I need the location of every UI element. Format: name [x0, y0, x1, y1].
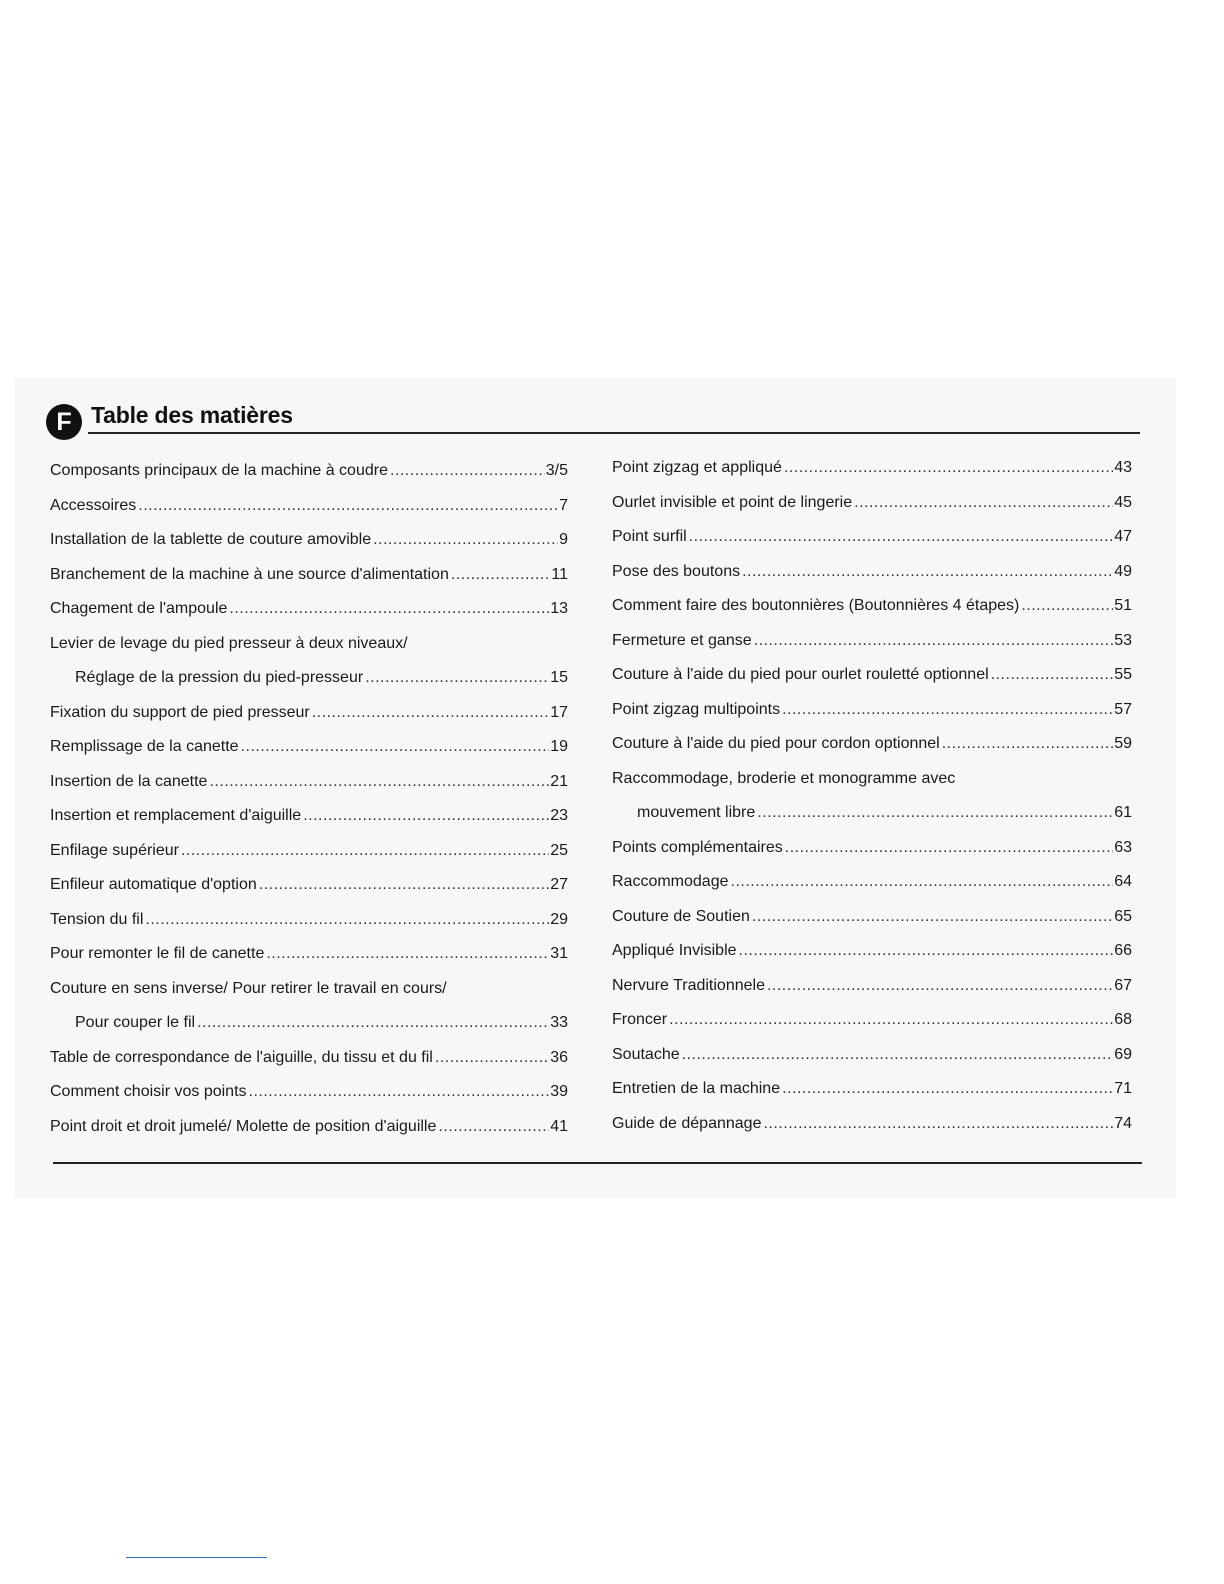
- toc-entry: Couture à l'aide du pied pour cordon optionnel ..... 59: [612, 727, 1132, 762]
- toc-entry: Appliqué Invisible ..... 66: [612, 934, 1132, 969]
- toc-entry: Point zigzag et appliqué ..... 43: [612, 451, 1132, 486]
- toc-entry: Point surfil ..... 47: [612, 520, 1132, 555]
- toc-entry: Point zigzag multipoints ..... 57: [612, 693, 1132, 728]
- toc-entry: Levier de levage du pied presseur à deux niveaux/: [50, 634, 408, 652]
- toc-column-left: [50, 454, 568, 1144]
- toc-entry: Table de correspondance de l'aiguille, du tissu et du fil ..... 36: [50, 1041, 568, 1076]
- toc-entry: Raccommodage, broderie et monogramme avec: [612, 769, 956, 787]
- toc-entry: Installation de la tablette de couture amovible ..... 9: [50, 523, 568, 558]
- toc-entry: Branchement de la machine à une source d'alimentation ..... 11: [50, 558, 568, 593]
- toc-entry: Raccommodage ..... 64: [612, 865, 1132, 900]
- toc-entry: Points complémentaires ..... 63: [612, 831, 1132, 866]
- toc-entry: Point droit et droit jumelé/ Molette de position d'aiguille ..... 41: [50, 1110, 568, 1145]
- toc-entry: Froncer ..... 68: [612, 1003, 1132, 1038]
- footer-underline: [126, 1557, 267, 1558]
- toc-entry: Couture de Soutien ..... 65: [612, 900, 1132, 935]
- toc-entry: Pour couper le fil ..... 33: [50, 1006, 568, 1041]
- toc-entry: Composants principaux de la machine à coudre ..... 3/5: [50, 454, 568, 489]
- footer-rule: [53, 1162, 1142, 1164]
- language-badge: F: [46, 404, 82, 440]
- toc-entry: Nervure Traditionnele ..... 67: [612, 969, 1132, 1004]
- toc-entry: Ourlet invisible et point de lingerie ..... 45: [612, 486, 1132, 521]
- toc-entry: Tension du fil ..... 29: [50, 903, 568, 938]
- toc-entry: Entretien de la machine ..... 71: [612, 1072, 1132, 1107]
- toc-entry: Accessoires ..... 7: [50, 489, 568, 524]
- header-rule: [88, 432, 1140, 434]
- toc-entry: Soutache ..... 69: [612, 1038, 1132, 1073]
- toc-entry: Fermeture et ganse ..... 53: [612, 624, 1132, 659]
- toc-entry: Couture à l'aide du pied pour ourlet rouletté optionnel ..... 55: [612, 658, 1132, 693]
- toc-column-right: [612, 451, 1132, 1141]
- toc-entry: Comment faire des boutonnières (Boutonnières 4 étapes) ..... 51: [612, 589, 1132, 624]
- toc-entry: Pour remonter le fil de canette ..... 31: [50, 937, 568, 972]
- toc-entry: Comment choisir vos points ..... 39: [50, 1075, 568, 1110]
- toc-entry: Insertion et remplacement d'aiguille ..... 23: [50, 799, 568, 834]
- toc-entry: Réglage de la pression du pied-presseur ..... 15: [50, 661, 568, 696]
- toc-entry: Fixation du support de pied presseur ..... 17: [50, 696, 568, 731]
- toc-entry: Pose des boutons ..... 49: [612, 555, 1132, 590]
- page-title: Table des matières: [91, 402, 293, 428]
- toc-entry: Enfileur automatique d'option ..... 27: [50, 868, 568, 903]
- toc-entry: mouvement libre ..... 61: [612, 796, 1132, 831]
- toc-entry: Enfilage supérieur ..... 25: [50, 834, 568, 869]
- toc-entry: Chagement de l'ampoule ..... 13: [50, 592, 568, 627]
- toc-entry: Remplissage de la canette ..... 19: [50, 730, 568, 765]
- toc-entry: Guide de dépannage ..... 74: [612, 1107, 1132, 1142]
- toc-entry: Couture en sens inverse/ Pour retirer le travail en cours/: [50, 979, 447, 997]
- toc-entry: Insertion de la canette ..... 21: [50, 765, 568, 800]
